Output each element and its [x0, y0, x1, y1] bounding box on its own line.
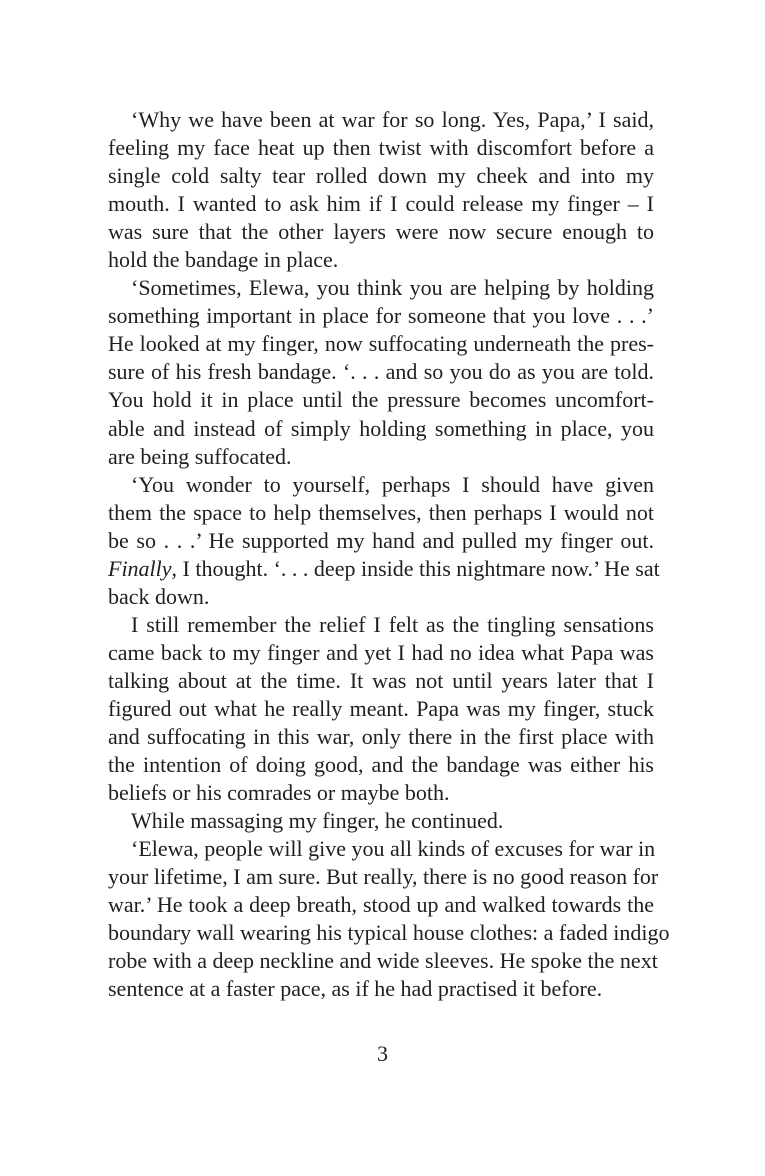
text-line: talking about at the time. It was not until years later that I [108, 667, 654, 693]
paragraph-5 [108, 807, 654, 835]
text-line: ‘You wonder to yourself, perhaps I should have given [131, 471, 654, 497]
text-line: I still remember the relief I felt as the tingling sensations [131, 611, 654, 637]
text-line: and suffocating in this war, only there in the first place with [108, 724, 654, 750]
text-line: mouth. I wanted to ask him if I could release my finger – I [108, 191, 654, 217]
text-line: back down. [108, 583, 210, 609]
text-line: boundary wall wearing his typical house clothes: a faded indigo [108, 920, 670, 946]
text-line-with-italic [108, 555, 660, 583]
body-text [108, 106, 670, 1004]
text-line: beliefs or his comrades or maybe both. [108, 780, 450, 806]
text-line: ‘Elewa, people will give you all kinds of excuses for war in [131, 836, 656, 862]
text-line: ‘Why we have been at war for so long. Yes, Papa,’ I said, [131, 107, 654, 132]
text-line: ‘Sometimes, Elewa, you think you are helping by holding [131, 275, 654, 301]
page-number: 3 [377, 1041, 388, 1066]
text-line: figured out what he really meant. Papa was my finger, stuck [108, 695, 654, 721]
text-line: You hold it in place until the pressure becomes uncomfort- [108, 387, 654, 413]
text-line: While massaging my finger, he continued. [131, 808, 504, 834]
paragraph-1 [108, 106, 654, 274]
paragraph-6 [108, 835, 670, 1003]
text-line: came back to my finger and yet I had no idea what Papa was [108, 639, 654, 665]
line-remainder: , I thought. ‘. . . deep inside this nightmare now.’ He sat [171, 555, 660, 581]
text-line: robe with a deep neckline and wide sleeves. He spoke the next [108, 948, 658, 974]
text-line: feeling my face heat up then twist with discomfort before a [108, 135, 654, 161]
text-line: sentence at a faster pace, as if he had practised it before. [108, 976, 603, 1002]
italic-word: Finally [108, 555, 172, 581]
text-line: He looked at my finger, now suffocating underneath the pres- [108, 331, 654, 357]
text-line: them the space to help themselves, then perhaps I would not [108, 499, 654, 525]
text-line: single cold salty tear rolled down my cheek and into my [108, 163, 654, 189]
text-line: war.’ He took a deep breath, stood up and walked towards the [108, 892, 654, 918]
text-line: sure of his fresh bandage. ‘. . . and so you do as you are told. [108, 359, 654, 385]
paragraph-3 [108, 471, 660, 611]
text-line: the intention of doing good, and the bandage was either his [108, 752, 654, 778]
text-line: hold the bandage in place. [108, 247, 339, 273]
text-line: something important in place for someone that you love . . .’ [108, 303, 654, 329]
paragraph-2 [108, 274, 654, 470]
paragraph-4 [108, 611, 654, 807]
text-line: your lifetime, I am sure. But really, there is no good reason for [108, 864, 659, 890]
text-line: be so . . .’ He supported my hand and pulled my finger out. [108, 527, 654, 553]
text-line: was sure that the other layers were now secure enough to [108, 219, 654, 245]
text-line: are being suffocated. [108, 443, 292, 469]
text-line: able and instead of simply holding something in place, you [108, 415, 654, 441]
